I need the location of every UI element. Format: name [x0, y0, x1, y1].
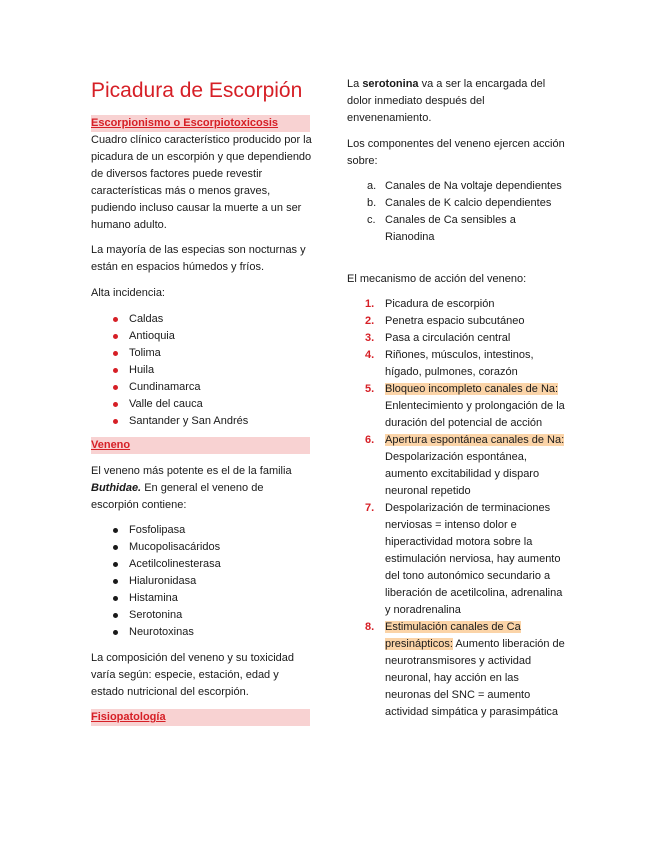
- list-item: Serotonina: [91, 607, 221, 624]
- section-heading-veneno: [91, 437, 310, 454]
- serotonin-term: serotonina: [362, 78, 419, 90]
- highlighted-term: Apertura espontánea canales de Na:: [385, 434, 565, 446]
- nocturnal-paragraph: La mayoría de las especias son nocturnas y están en espacios húmedos y fríos.: [91, 244, 306, 273]
- venom-components-list: [91, 522, 221, 641]
- list-item: Tolima: [91, 345, 248, 362]
- highlighted-term: Bloqueo incompleto canales de Na:: [385, 383, 559, 395]
- list-item: 5. Bloqueo incompleto canales de Na: Enlentecimiento y prolongación de la duración del potencial de acción: [365, 383, 565, 429]
- channels-list: [347, 178, 567, 246]
- list-item: Neurotoxinas: [91, 624, 221, 641]
- list-item: Huila: [91, 362, 248, 379]
- venom-intro-paragraph: El veneno más potente es el de la familia Buthidae. En general el veneno de escorpión contiene:: [91, 465, 292, 511]
- list-item: Cundinamarca: [91, 379, 248, 396]
- list-item: 7. Despolarización de terminaciones nerviosas = intenso dolor e hiperactividad motora sobre la estimulación nerviosa, hay aumento del tono autonómico secundario a liberación de acetilcolina, adrenalina y noradrenalina: [365, 502, 563, 616]
- list-item: 1. Picadura de escorpión: [365, 298, 495, 310]
- list-item: Mucopolisacáridos: [91, 539, 221, 556]
- list-item: a. Canales de Na voltaje dependientes: [367, 180, 562, 192]
- list-item: Hialuronidasa: [91, 573, 221, 590]
- list-item: Histamina: [91, 590, 221, 607]
- incidence-label: Alta incidencia:: [91, 287, 165, 299]
- serotonin-paragraph: La serotonina va a ser la encargada del dolor inmediato después del envenenamiento.: [347, 78, 546, 124]
- section-heading-fisiopatologia-text: Fisiopatología: [91, 711, 166, 723]
- venom-family: Buthidae.: [91, 482, 142, 494]
- list-item: c. Canales de Ca sensibles a Rianodina: [367, 214, 516, 243]
- list-item: Valle del cauca: [91, 396, 248, 413]
- list-item: 6. Apertura espontánea canales de Na: Despolarización espontánea, aumento excitabilidad y disparo neuronal repetido: [365, 434, 565, 497]
- regions-list: [91, 311, 248, 430]
- composition-paragraph: La composición del veneno y su toxicidad varía según: especie, estación, edad y estado nutricional del escorpión.: [91, 652, 295, 698]
- highlighted-term: Estimulación canales de Ca presinápticos:: [385, 621, 521, 650]
- list-item: Antioquia: [91, 328, 248, 345]
- components-intro: Los componentes del veneno ejercen acción sobre:: [347, 138, 565, 167]
- section-heading-escorpionismo: [91, 115, 310, 132]
- list-item: b. Canales de K calcio dependientes: [367, 197, 552, 209]
- list-item: Caldas: [91, 311, 248, 328]
- mechanism-intro: El mecanismo de acción del veneno:: [347, 273, 527, 285]
- list-item: Santander y San Andrés: [91, 413, 248, 430]
- list-item: 4. Riñones, músculos, intestinos, hígado, pulmones, corazón: [365, 349, 534, 378]
- list-item: 2. Penetra espacio subcutáneo: [365, 315, 525, 327]
- list-item: 8. Estimulación canales de Ca presinápticos: Aumento liberación de neurotransmisores y actividad neuronal, hay acción en las neuronas del SNC = aumento actividad simpática y parasimpática: [365, 621, 565, 718]
- section-heading-fisiopatologia: [91, 709, 310, 726]
- mechanism-steps-list: [347, 296, 567, 721]
- list-item: 3. Pasa a circulación central: [365, 332, 511, 344]
- section-heading-veneno-text: Veneno: [91, 439, 131, 451]
- intro-paragraph: Cuadro clínico característico producido por la picadura de un escorpión y que dependiendo de diversos factores puede revestir características más o menos graves, pudiendo incluso causar la muerte a un ser humano adulto.: [91, 134, 312, 231]
- list-item: Fosfolipasa: [91, 522, 221, 539]
- section-heading-escorpionismo-text: Escorpionismo o Escorpiotoxicosis: [91, 117, 279, 129]
- list-item: Acetilcolinesterasa: [91, 556, 221, 573]
- page-title: Picadura de Escorpión: [91, 79, 303, 102]
